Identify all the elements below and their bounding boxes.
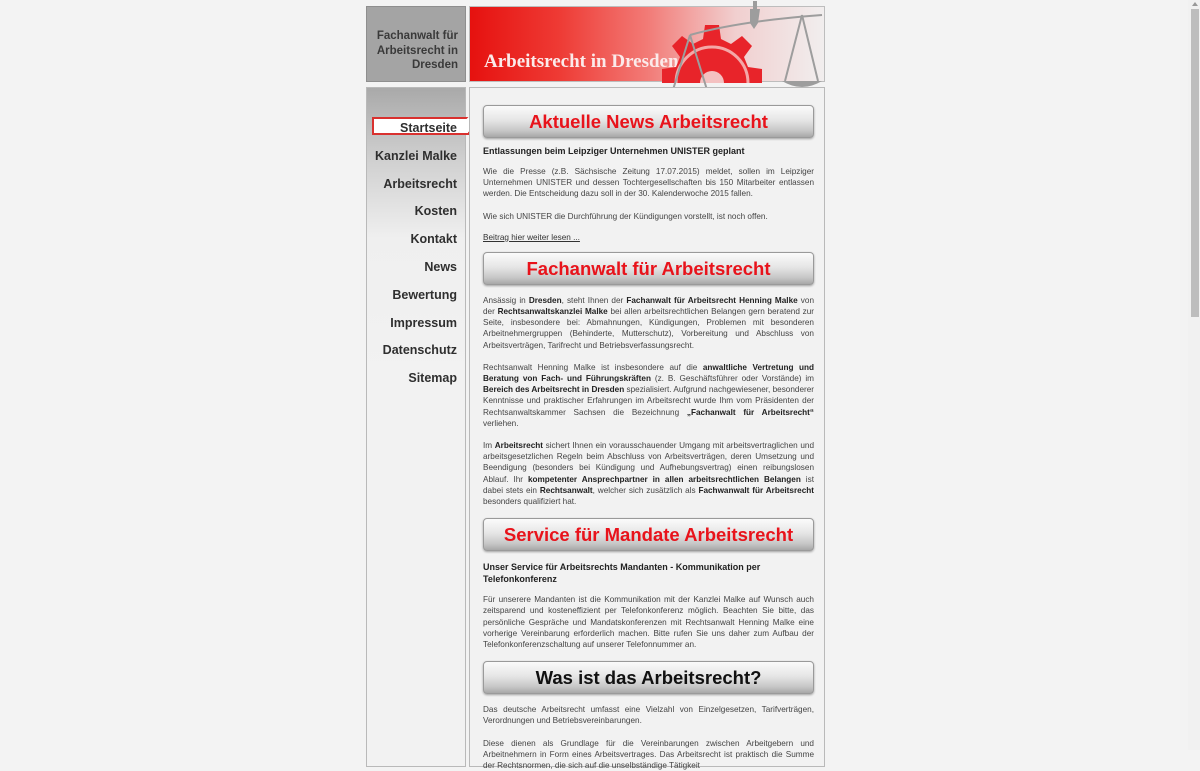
nav-item-kosten[interactable]: Kosten <box>414 204 457 219</box>
service-subtitle: Unser Service für Arbeitsrechts Mandanten - Kommunikation per Telefonkonferenz <box>483 562 761 585</box>
main-content <box>469 87 825 771</box>
nav-item-impressum[interactable]: Impressum <box>390 315 457 330</box>
page-scrollbar[interactable] <box>1188 0 1200 750</box>
news-paragraph-1: Wie die Presse (z.B. Sächsische Zeitung 17.07.2015) meldet, sollen im Leipziger Unternehmen UNISTER und dessen Tochtergesellschaften bis 150 Mitarbeiter entlassen werden. Die Entscheidung dazu soll in der 30. Kalenderwoche 2015 fallen. <box>483 167 814 199</box>
service-heading: Service für Mandate Arbeitsrecht <box>483 518 814 551</box>
site-logo-text[interactable] <box>366 6 466 82</box>
nav-item-news[interactable]: News <box>424 259 457 274</box>
scrollbar-thumb[interactable] <box>1191 9 1199 317</box>
banner-title: Arbeitsrecht in Dresden <box>484 51 679 72</box>
news-paragraph-2: Wie sich UNISTER die Durchführung der Kündigungen vorstellt, ist noch offen. <box>483 211 768 221</box>
nav-label: Startseite <box>400 121 457 135</box>
nav-item-datenschutz[interactable]: Datenschutz <box>382 343 457 358</box>
fachanwalt-paragraph-1: Ansässig in Dresden, steht Ihnen der Fachanwalt für Arbeitsrecht Henning Malke von der Rechtsanwaltskanzlei Malke bei allen arbeitsrechtlichen Belangen gern beratend zur Seite, insbesondere bei: Abmahnungen, Kündigungen, Problemen mit besonderen Arbeitnehmergruppen (Behinderte, Mutterschutz), Vorbereitung und Abschluss von Arbeitsverträgen, Tarifrecht und Betriebsverfassungsrecht. <box>483 295 814 350</box>
gear-and-scales-icon <box>650 1 830 99</box>
was-ist-paragraph-2: Diese dienen als Grundlage für die Vereinbarungen zwischen Arbeitgebern und Arbeitnehmern in Form eines Arbeitsvertrages. Das Arbeitsrecht ist praktisch die Summe der Rechtsnormen, die sich auf die unselbständige Tätigkeit <box>483 738 814 771</box>
fachanwalt-paragraph-2: Rechtsanwalt Henning Malke ist insbesondere auf die anwaltliche Vertretung und Beratung von Fach- und Führungskräften (z. B. Geschäftsführer oder Vorstände) im Bereich des Arbeitsrecht in Dresden spezialisiert. Aufgrund nachgewiesener, besonderer Kenntnisse und praktischer Erfahrungen im Arbeitsrecht wurde Ihm vom Präsidenten der Rechtsanwaltskammer Sachsen die Bezeichnung „Fachanwalt für Arbeitsrecht“ verliehen. <box>483 362 815 428</box>
news-subtitle: Entlassungen beim Leipziger Unternehmen UNISTER geplant <box>483 146 745 156</box>
logo-line-2: Arbeitsrecht in <box>376 44 458 57</box>
fachanwalt-heading: Fachanwalt für Arbeitsrecht <box>483 252 814 285</box>
was-ist-paragraph-1: Das deutsche Arbeitsrecht umfasst eine Vielzahl von Einzelgesetzen, Tarifverträgen, Verordnungen und Betriebsvereinbarungen. <box>483 705 814 726</box>
sidebar-navigation <box>366 87 466 767</box>
nav-item-kontakt[interactable]: Kontakt <box>410 232 457 247</box>
news-heading: Aktuelle News Arbeitsrecht <box>483 105 814 138</box>
nav-item-kanzlei-malke[interactable]: Kanzlei Malke <box>375 148 457 163</box>
nav-item-startseite[interactable] <box>367 117 465 145</box>
nav-item-bewertung[interactable]: Bewertung <box>392 287 457 302</box>
fachanwalt-paragraph-3: Im Arbeitsrecht sichert Ihnen ein vorausschauender Umgang mit arbeitsvertraglichen und arbeitsgesetzlichen Regeln beim Abschluss von Arbeitsverträgen, deren Umsetzung und Beendigung (besonders bei Kündigung und Aufhebungsvertrag) einen reibungslosen Ablauf. Ihr kompetenter Ansprechpartner in allen arbeitsrechtlichen Belangen ist dabei stets ein Rechtsanwalt, welcher sich zusätzlich als Fachwanwalt für Arbeitsrecht besonders qualifiziert hat. <box>483 441 815 507</box>
nav-item-arbeitsrecht[interactable]: Arbeitsrecht <box>383 176 457 191</box>
read-more-link[interactable]: Beitrag hier weiter lesen ... <box>483 232 580 242</box>
service-paragraph-1: Für unserere Mandanten ist die Kommunikation mit der Kanzlei Malke auf Wunsch auch zeitsparend und kosteneffizient per Telefonkonferenz möglich. Beachten Sie bitte, das persönliche Gespräche und Mandatskonferenzen mit Rechtsanwalt Henning Malke eine vorherige Vereinbarung erforderlich machen. Bitte rufen Sie uns daher zum Aufbau der Telefonkonferenzschaltung auf unserer Telefonnummer an. <box>483 595 814 650</box>
logo-line-1: Fachanwalt für <box>376 30 458 42</box>
header-banner <box>469 6 825 82</box>
was-ist-heading: Was ist das Arbeitsrecht? <box>483 661 814 694</box>
scroll-up-arrow-icon[interactable] <box>1192 2 1198 6</box>
nav-item-sitemap[interactable]: Sitemap <box>408 371 457 386</box>
logo-line-3: Dresden <box>411 59 458 71</box>
